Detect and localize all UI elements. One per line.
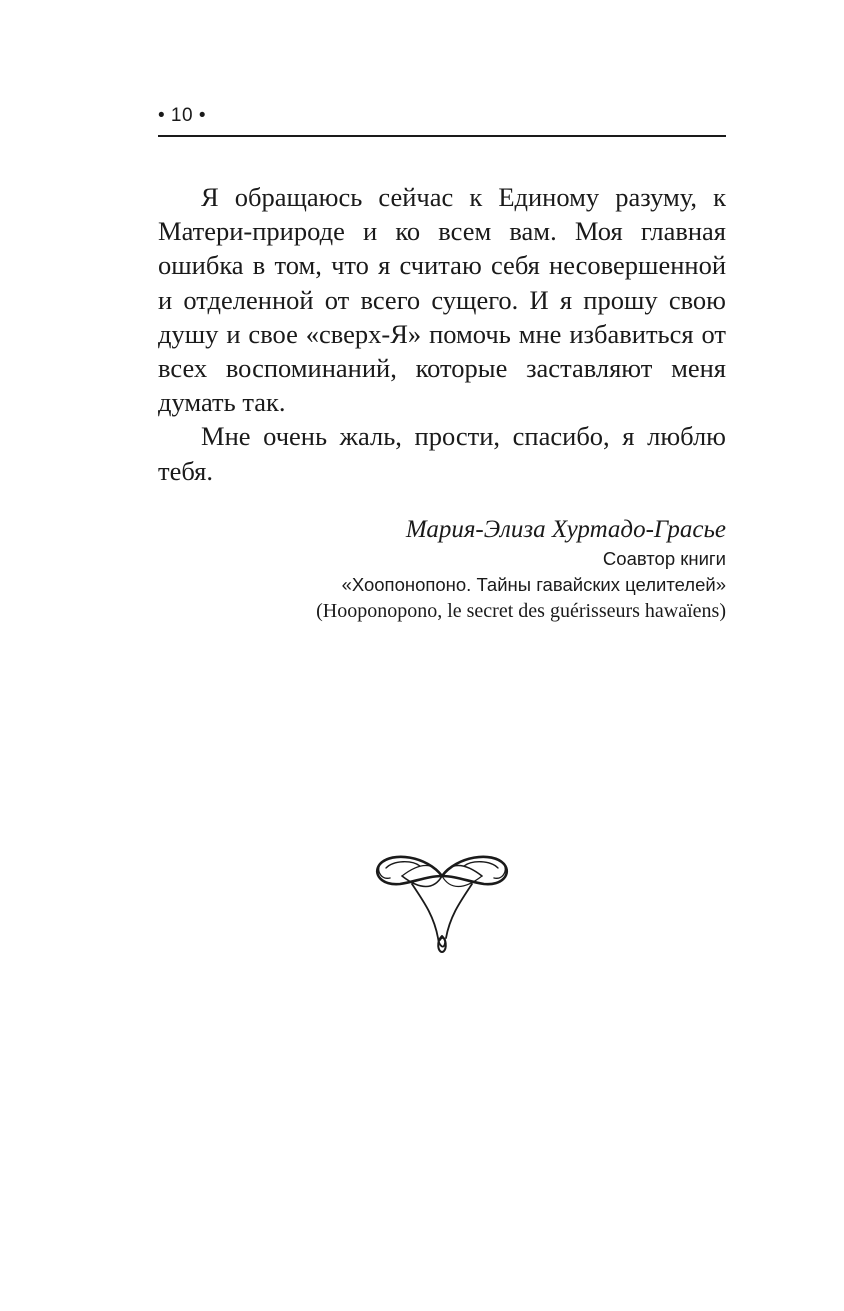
header-divider: [158, 135, 726, 137]
page-number: • 10 •: [158, 105, 206, 126]
book-title: «Хоопонопоно. Тайны гавайских целителей»: [341, 574, 726, 595]
paragraph: Мне очень жаль, прости, спасибо, я люблю тебя.: [158, 421, 726, 486]
author-name: Мария-Элиза Хуртадо-Грасье: [405, 516, 726, 543]
flourish-ornament-icon: [372, 846, 512, 956]
author-role: Соавтор книги: [602, 548, 726, 569]
body-text: [158, 180, 726, 488]
original-title: (Hooponopono, le secret des guérisseurs hawaïens): [316, 600, 726, 622]
paragraph: Я обращаюсь сейчас к Единому разуму, к Матери-природе и ко всем вам. Моя главная ошибка в том, что я считаю себя несовершенной и отделенной от всего сущего. И я прошу свою душу и свое «сверх-Я» помочь мне избавиться от всех воспоминаний, которые заставляют меня думать так.: [158, 182, 726, 418]
attribution: [158, 514, 726, 624]
page-header: [158, 104, 726, 138]
